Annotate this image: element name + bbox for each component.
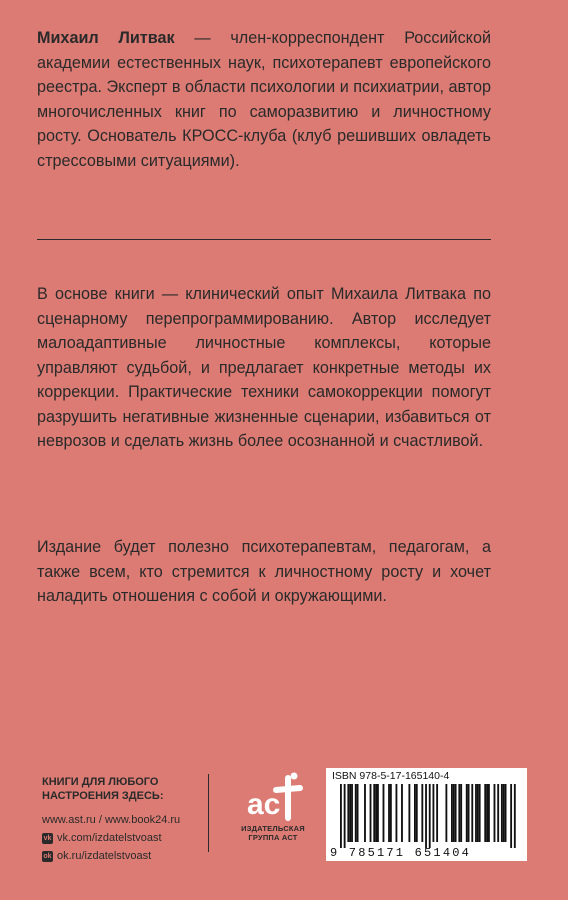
publisher-name-line1: ИЗДАТЕЛЬСКАЯ: [241, 824, 305, 833]
barcode-bar: [344, 784, 346, 848]
author-bio-text: — член-корреспондент Российской академии естественных наук, психотерапевт европейского реестра. Эксперт в области психологии и психиатрии, автор многочисленных книг по саморазвитию и личностному росту. Основатель КРОСС-клуба (клуб решивших овладеть стрессовыми ситуациями).: [37, 29, 491, 170]
barcode-bar: [429, 784, 431, 848]
isbn-barcode: [326, 768, 527, 861]
audience-note: Издание будет полезно психотерапевтам, педагогам, а также всем, кто стремится к личностному росту и хочет наладить отношения с собой и окружающими.: [37, 538, 491, 605]
barcode-bar: [460, 784, 462, 842]
barcode-bar: [505, 784, 507, 842]
barcode-bar: [488, 784, 490, 842]
barcode-bar: [484, 784, 486, 842]
vk-icon: [42, 833, 53, 844]
barcode-bar: [433, 784, 435, 842]
barcode-bar: [514, 784, 516, 848]
barcode-bar: [355, 784, 357, 842]
footer-vertical-divider: [208, 774, 209, 852]
barcode-bar: [373, 784, 375, 842]
vk-link[interactable]: vk.com/izdatelstvoast: [57, 832, 162, 844]
barcode-bar: [458, 784, 460, 842]
publisher-block: [228, 770, 318, 842]
barcode-bar: [390, 784, 392, 842]
barcode-bar: [375, 784, 377, 842]
barcode-bar: [421, 784, 423, 842]
barcode-bar: [455, 784, 457, 842]
social-row-ok[interactable]: [42, 849, 202, 863]
barcode-bar: [436, 784, 438, 842]
ok-icon: [42, 851, 53, 862]
barcode-bar: [377, 784, 379, 842]
barcode-bar: [477, 784, 479, 842]
barcode-bar: [370, 784, 372, 842]
barcode-bar: [351, 784, 353, 842]
barcode-bar: [416, 784, 418, 842]
barcode-bar: [349, 784, 351, 842]
promo-heading: КНИГИ ДЛЯ ЛЮБОГО НАСТРОЕНИЯ ЗДЕСЬ:: [42, 776, 164, 802]
author-name: Михаил Литвак: [37, 29, 175, 47]
barcode-bar: [471, 784, 473, 842]
social-row-vk[interactable]: [42, 831, 202, 845]
barcode-bar: [401, 784, 403, 842]
barcode-bar: [388, 784, 390, 842]
publisher-name-line2: ГРУППА АСТ: [248, 833, 298, 842]
barcode-bar: [453, 784, 455, 842]
isbn-label: ISBN 978-5-17-165140-4: [332, 770, 450, 782]
barcode-bar: [486, 784, 488, 842]
barcode-bar: [383, 784, 385, 842]
barcode-bar: [479, 784, 481, 842]
book-description: В основе книги — клинический опыт Михаила Литвака по сценарному перепрограммированию. Автор исследует малоадаптивные личностные комплексы, которые управляют судьбой, и предлагает конкретные методы их коррекции. Практические техники самокоррекции помогут разрушить негативные жизненные сценарии, избавиться от неврозов и сделать жизнь более осознанной и счастливой.: [37, 285, 491, 450]
barcode-bar: [364, 784, 366, 842]
barcode-bar: [466, 784, 468, 842]
barcode-bar: [347, 784, 349, 842]
ast-logo-icon: [242, 770, 304, 822]
ok-link[interactable]: ok.ru/izdatelstvoast: [57, 850, 152, 862]
promo-sites[interactable]: www.ast.ru / www.book24.ru: [42, 814, 181, 826]
barcode-bar: [451, 784, 453, 842]
barcode-bar: [503, 784, 505, 842]
barcode-bars: [332, 784, 521, 848]
barcode-bar: [510, 784, 512, 848]
barcode-bar: [414, 784, 416, 842]
barcode-bar: [340, 784, 342, 848]
barcode-bar: [396, 784, 398, 842]
barcode-digits: 9 785171 651404: [330, 846, 472, 860]
barcode-bar: [445, 784, 447, 842]
barcode-bar: [468, 784, 470, 842]
barcode-bar: [357, 784, 359, 842]
barcode-bar: [408, 784, 410, 842]
barcode-bar: [425, 784, 427, 848]
author-bio: [37, 26, 491, 173]
barcode-bar: [475, 784, 477, 842]
footer-promo: [42, 775, 202, 863]
barcode-bar: [497, 784, 499, 842]
barcode-bar: [501, 784, 503, 842]
barcode-bar: [494, 784, 496, 842]
svg-text:ас: ас: [247, 788, 281, 821]
section-divider: [37, 239, 491, 240]
